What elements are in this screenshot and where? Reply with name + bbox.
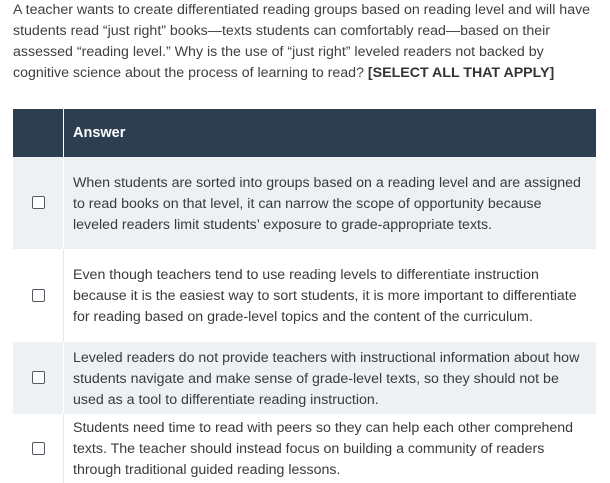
question-text: A teacher wants to create differentiated reading groups based on reading level and will have students read “just right” books—texts students can comfortably read—based on their assessed “reading level.” Why is the use of “just right” leveled readers not backed by cognitive science about the process of learning to read? [13, 2, 591, 81]
option-select-cell [13, 342, 64, 414]
option-2-text: Even though teachers tend to use reading levels to differentiate instruction because it is the easiest way to sort students, it is more important to differentiate for reading based on grade-level topics and the content of the curriculum. [64, 249, 597, 342]
answer-table [13, 109, 596, 483]
option-select-cell [13, 157, 64, 249]
question-prompt [13, 0, 603, 84]
option-1-text: When students are sorted into groups based on a reading level and are assigned to read books on that level, it can narrow the scope of opportunity because leveled readers limit students’ exposure to grade-appropriate texts. [64, 157, 597, 249]
option-4-checkbox[interactable] [32, 442, 45, 455]
option-select-cell [13, 249, 64, 342]
answer-option-row[interactable] [13, 414, 596, 483]
answer-table-header [13, 109, 596, 157]
option-select-cell [13, 414, 64, 483]
answer-option-row[interactable] [13, 249, 596, 342]
option-3-text: Leveled readers do not provide teachers with instructional information about how students navigate and make sense of grade-level texts, so they should not be used as a tool to differentiate reading instruction. [64, 342, 597, 414]
answer-option-row[interactable] [13, 342, 596, 414]
option-3-checkbox[interactable] [32, 371, 45, 384]
option-2-checkbox[interactable] [32, 289, 45, 302]
answer-column-header: Answer [64, 109, 597, 157]
option-4-text: Students need time to read with peers so they can help each other comprehend texts. The teacher should instead focus on building a community of readers through traditional guided reading lessons. [64, 414, 597, 483]
answer-option-row[interactable] [13, 157, 596, 249]
option-1-checkbox[interactable] [32, 196, 45, 209]
select-column-header [13, 109, 64, 157]
select-all-instruction: [SELECT ALL THAT APPLY] [367, 65, 555, 81]
